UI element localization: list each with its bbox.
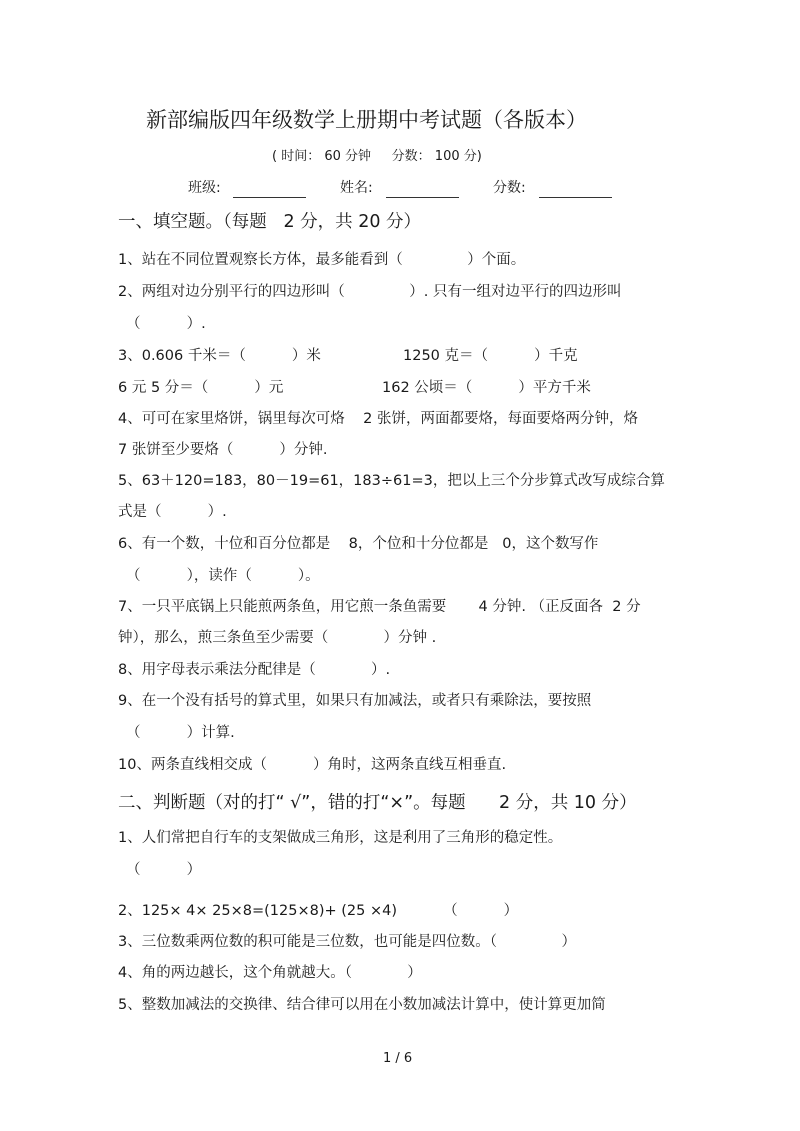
question-7-line-2: 钟），那么，煎三条鱼至少需要（ ）分钟 .: [118, 630, 437, 646]
question-3-part-c: 6 元 5 分＝（ ）元: [118, 380, 284, 396]
question-2-line-1: 2、两组对边分别平行的四边形叫（ ）. 只有一组对边平行的四边形叫: [118, 284, 622, 300]
judge-question-2: 2、125× 4× 25×8=(125×8)+ (25 ×4) （ ）: [118, 903, 519, 919]
name-blank: [386, 197, 459, 198]
question-9-line-2: （ ）计算.: [126, 725, 235, 741]
question-2-line-2: （ ）.: [126, 316, 206, 332]
question-5-line-2: 式是（ ）.: [118, 504, 227, 520]
question-3-part-d: 162 公顷＝（ ）平方千米: [382, 380, 591, 396]
score-blank: [539, 197, 612, 198]
class-blank: [233, 197, 306, 198]
judge-question-4: 4、角的两边越长，这个角就越大。（ ）: [118, 965, 422, 981]
question-9-line-1: 9、在一个没有括号的算式里，如果只有加减法，或者只有乘除法，要按照: [118, 693, 592, 709]
question-3-part-a: 3、0.606 千米＝（ ）米: [118, 348, 321, 364]
page-number: 1 / 6: [383, 1051, 413, 1066]
question-5-line-1: 5、63＋120=183，80－19=61，183÷61=3，把以上三个分步算式改写成综合算: [118, 473, 665, 489]
name-label: 姓名:: [340, 180, 373, 196]
page-title: 新部编版四年级数学上册期中考试题（各版本）: [146, 108, 587, 132]
judge-question-5: 5、整数加减法的交换律、结合律可以用在小数加减法计算中，使计算更加简: [118, 997, 606, 1013]
section-heading-fill-blank: 一、填空题。（每题 2 分，共 20 分）: [118, 212, 422, 232]
judge-question-1-line-1: 1、人们常把自行车的支架做成三角形，这是利用了三角形的稳定性。: [118, 830, 563, 846]
class-label: 班级:: [188, 180, 221, 196]
question-8: 8、用字母表示乘法分配律是（ ）.: [118, 662, 391, 678]
section-heading-true-false: 二、判断题（对的打“ √”，错的打“×”。每题 2 分，共 10 分）: [118, 793, 637, 813]
question-4-line-2: 7 张饼至少要烙（ ）分钟.: [118, 442, 328, 458]
question-6-line-2: （ ），读作（ ）。: [126, 568, 320, 584]
question-6-line-1: 6、有一个数，十位和百分位都是 8，个位和十分位都是 0，这个数写作: [118, 536, 599, 552]
question-7-line-1: 7、一只平底锅上只能煎两条鱼，用它煎一条鱼需要 4 分钟. （正反面各 2 分: [118, 599, 641, 615]
judge-question-1-line-2: （ ）: [126, 862, 202, 878]
exam-meta: ( 时间： 60 分钟 分数： 100 分): [272, 149, 482, 164]
question-10: 10、两条直线相交成（ ）角时，这两条直线互相垂直.: [118, 757, 507, 773]
question-1: 1、站在不同位置观察长方体，最多能看到（ ）个面。: [118, 252, 526, 268]
question-4-line-1: 4、可可在家里烙饼，锅里每次可烙 2 张饼，两面都要烙，每面要烙两分钟，烙: [118, 411, 638, 427]
score-label: 分数:: [493, 180, 526, 196]
judge-question-3: 3、三位数乘两位数的积可能是三位数，也可能是四位数。（ ）: [118, 934, 577, 950]
question-3-part-b: 1250 克＝（ ）千克: [403, 348, 578, 364]
